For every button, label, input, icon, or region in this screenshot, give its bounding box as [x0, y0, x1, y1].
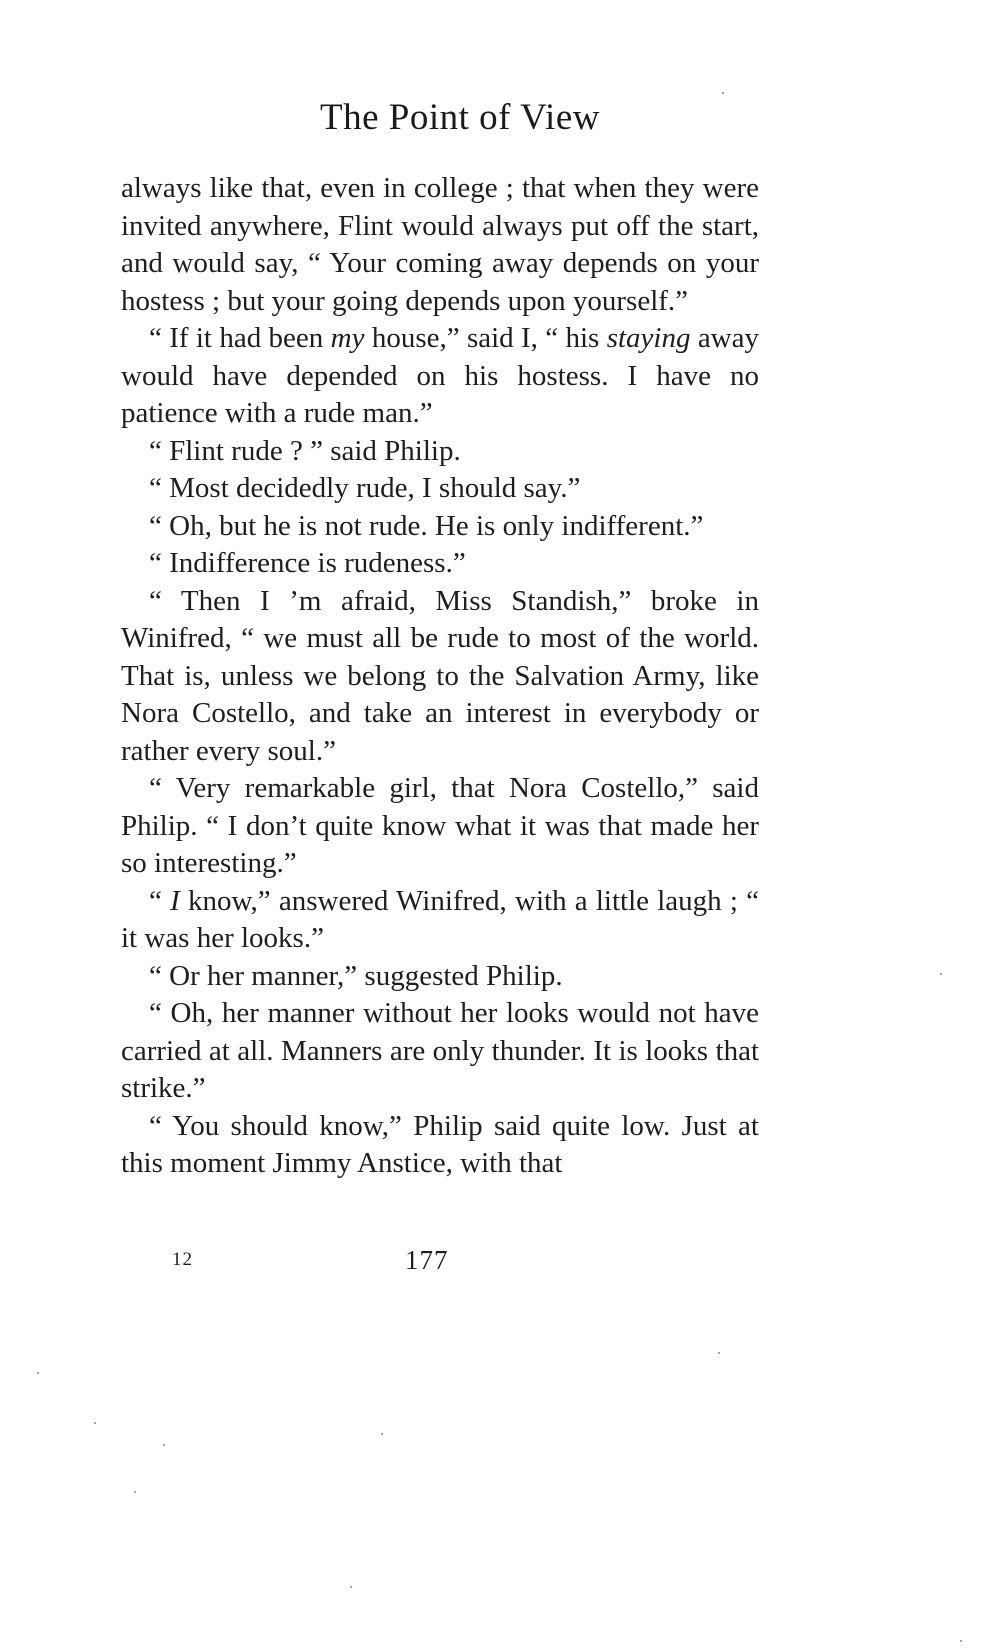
emphasis-staying: staying	[606, 322, 691, 354]
running-title: The Point of View	[320, 97, 600, 138]
paragraph-6: “ Indifference is rudeness.”	[149, 547, 466, 579]
paragraph-9-part-1: “	[149, 884, 171, 917]
paragraph-2-part-3: away would have depended on his hostess. I have no patience with a rude man.”	[121, 322, 760, 429]
body-text	[121, 170, 759, 1183]
signature-mark: 12	[172, 1249, 193, 1270]
paragraph-10: “ Or her manner,” suggested Philip.	[149, 959, 563, 992]
paragraph-9	[121, 883, 759, 958]
paper-speck	[134, 1491, 136, 1493]
paragraph-4: “ Most decidedly rude, I should say.”	[149, 472, 581, 504]
page-number: 177	[405, 1245, 449, 1275]
paper-speck	[350, 1586, 352, 1588]
paragraph-2-part-2: house,” said I, “ his	[364, 322, 607, 354]
emphasis-i: I	[170, 884, 180, 917]
paragraph-5: “ Oh, but he is not rude. He is only indifferent.”	[149, 509, 704, 542]
paper-speck	[94, 1422, 96, 1424]
paper-speck	[960, 1640, 962, 1642]
emphasis-my: my	[330, 322, 365, 354]
paper-speck	[940, 973, 942, 975]
paper-speck	[163, 1444, 165, 1446]
paragraph-1: always like that, even in college ; that when they were invited anywhere, Flint would always put off the start, and would say, “ Your coming away depends on your hostess ; but your going depends upon yourself.”	[121, 172, 759, 317]
paper-speck	[722, 92, 724, 94]
paragraph-11: “ Oh, her manner without her looks would not have carried at all. Manners are only thunder. It is looks that strike.”	[121, 997, 759, 1104]
paper-speck	[37, 1372, 39, 1374]
paragraph-7: “ Then I ’m afraid, Miss Standish,” broke in Winifred, “ we must all be rude to most of the world. That is, unless we belong to the Salvation Army, like Nora Costello, and take an interest in everybody or rather every soul.”	[121, 584, 759, 767]
paper-speck	[381, 1433, 383, 1435]
paragraph-8: “ Very remarkable girl, that Nora Costello,” said Philip. “ I don’t quite know what it was that made her so interesting.”	[121, 772, 759, 879]
paragraph-12: “ You should know,” Philip said quite low. Just at this moment Jimmy Anstice, with that	[121, 1109, 759, 1179]
paragraph-2	[121, 320, 759, 433]
paragraph-2-part-1: “ If it had been	[149, 322, 331, 354]
paragraph-9-part-2: know,” answered Winifred, with a little laugh ; “ it was her looks.”	[121, 884, 759, 954]
paragraph-3: “ Flint rude ? ” said Philip.	[149, 434, 461, 467]
paper-speck	[718, 1352, 720, 1354]
